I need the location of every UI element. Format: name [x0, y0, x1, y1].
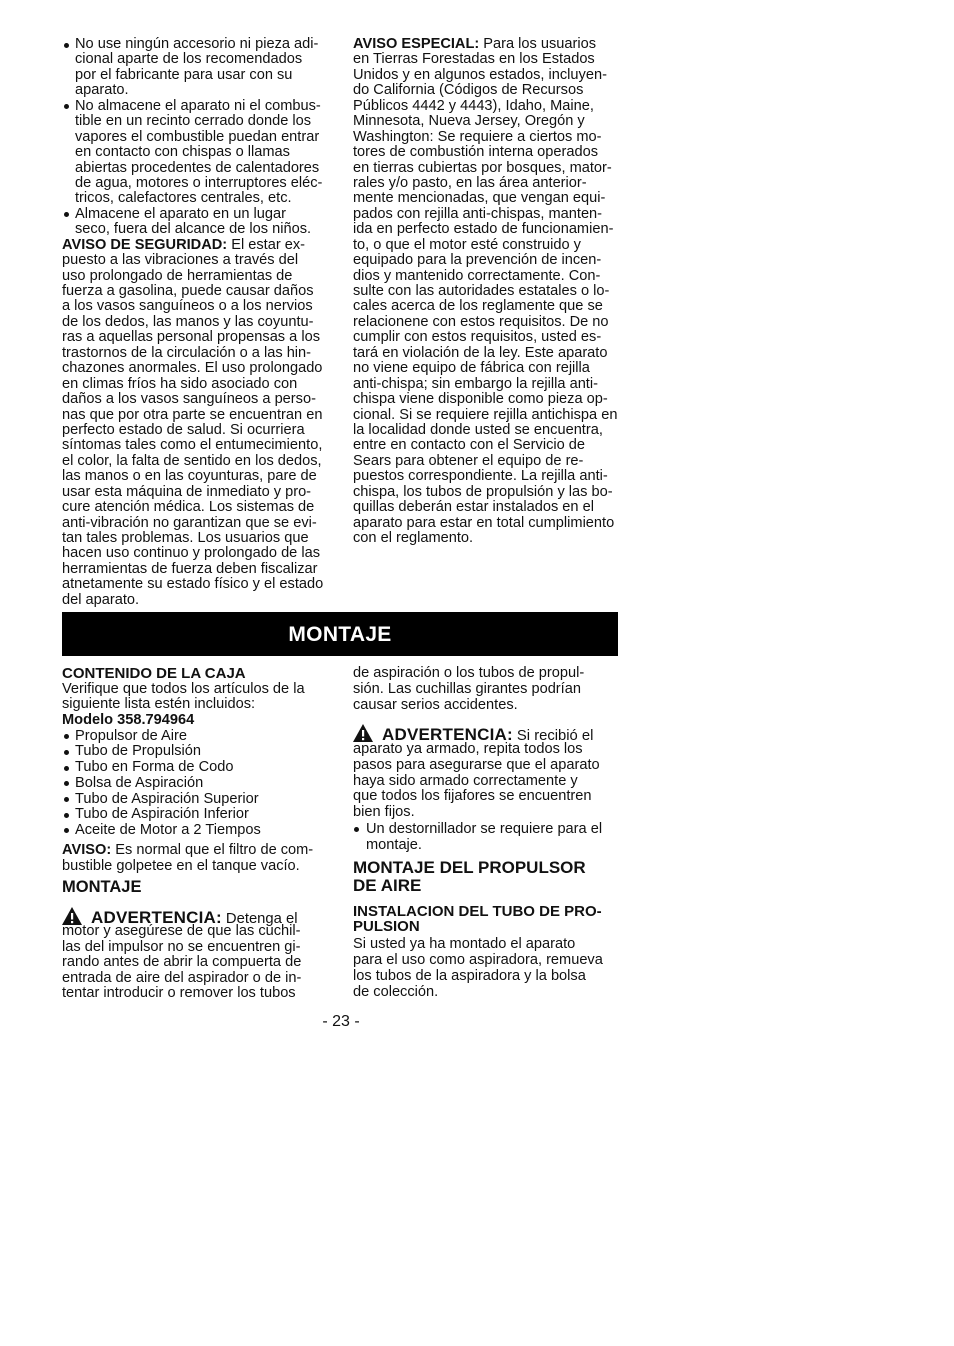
list-item-label: Tubo de Propulsión: [75, 743, 202, 760]
warning-text: Detenga el: [225, 911, 298, 927]
step-heading: [353, 904, 633, 934]
text-line: perfecto estado de salud. Si ocurriera: [62, 421, 305, 438]
special-notice: [353, 37, 633, 546]
warning-text: Si recibió el: [516, 728, 594, 744]
fuel-notice-first-line: [62, 843, 334, 859]
text-line: aparato ya armado, repita todos los: [353, 741, 583, 757]
list-item-line: de agua, motores o interruptores eléc-: [75, 174, 323, 191]
text-line: entrada de aire del aspirador o de in-: [62, 969, 302, 986]
box-contents-heading: CONTENIDO DE LA CAJA: [62, 665, 246, 682]
text-line: chazones anormales. El uso prolongado: [62, 360, 323, 377]
step-paragraph: [353, 937, 633, 1001]
bullet-marker: [64, 734, 69, 739]
safety-notice: [62, 238, 334, 609]
text-line: dios y mantenido correctamente. Con-: [353, 267, 601, 284]
bullet-marker: [64, 43, 69, 48]
bullet-marker: [354, 827, 359, 832]
text-line: puesto a las vibraciones a través del: [62, 252, 299, 269]
list-item-line: vapores el combustible puedan entrar: [75, 128, 320, 145]
box-contents-intro: [62, 682, 334, 713]
text-line: tará en violación de la ley. Este aparato: [353, 344, 608, 361]
text-line: equipado para la prevención de incen-: [353, 252, 602, 269]
bullet-marker: [64, 104, 69, 109]
list-item-label: Tubo de Aspiración Inferior: [75, 806, 249, 823]
bullet-marker: [64, 750, 69, 755]
text-line: tentar introducir o remover los tubos: [62, 985, 296, 1002]
text-line: en Tierras Forestadas en los Estados: [353, 51, 595, 68]
text-line: de colección.: [353, 983, 439, 1000]
text-line: del aparato.: [62, 591, 140, 608]
special-notice-body: [353, 52, 633, 546]
list-item: [62, 807, 334, 823]
text-line: tan tales problemas. Los usuarios que: [62, 530, 309, 546]
list-item: [62, 823, 334, 839]
list-item: [353, 821, 636, 853]
text-line: no viene equipo de fábrica con rejilla: [353, 360, 590, 377]
list-item-text: [75, 99, 334, 207]
text-line: sulte con las autoridades estatales o lo-: [353, 283, 610, 299]
list-item-text: [366, 821, 636, 853]
text-line: trastornos de la circulación o a las hin-: [62, 344, 312, 361]
list-item-text: [75, 207, 334, 238]
bullet-marker: [64, 828, 69, 833]
text-line: cales acerca de los reglamente que se: [353, 298, 603, 315]
text-line: pados con rejilla anti-chispas, manten-: [353, 205, 603, 222]
text-line: anti-vibración no garantizan que se evi-: [62, 514, 317, 531]
special-notice-first-line: [353, 37, 633, 52]
text-line: to, o que el motor esté construido y: [353, 236, 581, 253]
text-line: ida en perfecto estado de funcionamien-: [353, 221, 614, 238]
text-line: Si usted ya ha montado el aparato: [353, 936, 576, 952]
list-item-line: No use ningún accesorio ni pieza adi-: [75, 36, 319, 52]
text-line: Sears para obtener el equipo de re-: [353, 452, 584, 469]
section-subheading: [353, 859, 633, 895]
text-line: en tierras cubiertas por bosques, mator-: [353, 159, 612, 176]
text-line: a los vasos sanguíneos o a los nervios: [62, 298, 313, 315]
list-item-line: seco, fuera del alcance de los niños.: [75, 221, 312, 238]
list-item: [62, 37, 334, 99]
text-line: cional. Si se requiere rejilla antichispa en: [353, 406, 618, 423]
text-line: el color, la falta de sentido en los dedos,: [62, 452, 322, 469]
list-item-line: por el fabricante para usar con su: [75, 66, 293, 83]
text-line: de aspiración o los tubos de propul-: [353, 665, 585, 681]
text-line: cumplir con estos requisitos, usted es-: [353, 329, 602, 346]
list-item-text: [75, 37, 334, 99]
list-item-line: cional aparte de los recomendados: [75, 51, 303, 68]
text-line: rales y/o pasto, en las área anterior-: [353, 174, 587, 191]
text-line: de los dedos, las manos y las coyuntu-: [62, 313, 314, 330]
text-line: motor y asegúrese de que las cuchil-: [62, 923, 301, 940]
text-line: los tubos de la aspiradora y la bolsa: [353, 967, 586, 984]
text-line: hacen uso continuo y prolongado de las: [62, 545, 321, 562]
subheading-line: DE AIRE: [353, 876, 422, 895]
text-line: las del impulsor no se encuentren gi-: [62, 938, 301, 955]
text-line: do California (Códigos de Recursos: [353, 82, 584, 99]
list-item-line: tricos, calefactores centrales, etc.: [75, 190, 292, 207]
list-item: [62, 776, 334, 792]
model-number: Modelo 358.794964: [62, 712, 195, 729]
text-line: daños a los vasos sanguíneos a perso-: [62, 391, 316, 408]
warning-body: [353, 742, 633, 821]
warning-triangle-icon: [62, 907, 82, 925]
list-item-line: abiertas procedentes de calentadores: [75, 159, 320, 176]
text-line: puestos correspondiente. La rejilla anti-: [353, 468, 608, 485]
list-item: [62, 744, 334, 760]
text-line: usar esta máquina de inmediato y pro-: [62, 483, 312, 500]
fuel-notice-text: Es normal que el filtro de com-: [115, 842, 314, 858]
text-line: con el reglamento.: [353, 530, 474, 546]
fuel-notice-label: AVISO:: [62, 842, 112, 858]
bullet-marker: [64, 766, 69, 771]
list-item: [62, 792, 334, 808]
text-line: mente mencionadas, que vengan equi-: [353, 190, 606, 207]
text-line: aparato para estar en total cumplimiento: [353, 514, 615, 531]
text-line: relacionene con estos requisitos. De no: [353, 313, 609, 330]
text-line: bien fijos.: [353, 804, 415, 820]
text-line: la localidad donde usted se encuentra,: [353, 421, 603, 438]
text-line: herramientas de fuerza deben fiscalizar: [62, 560, 318, 577]
text-line: chispa viene disponible como pieza op-: [353, 391, 608, 408]
list-item-label: Propulsor de Aire: [75, 727, 187, 744]
bullet-marker: [64, 813, 69, 818]
list-item-line: en contacto con chispas o llamas: [75, 144, 290, 161]
list-item-label: Tubo de Aspiración Superior: [75, 790, 259, 807]
text-line: siguiente lista estén incluidos:: [62, 696, 256, 713]
list-item: [62, 207, 334, 238]
text-line: tores de combustión interna operados: [353, 144, 599, 161]
text-line: atnetamente su estado físico y el estado: [62, 576, 324, 593]
bullet-marker: [64, 212, 69, 217]
special-notice-label: AVISO ESPECIAL:: [353, 36, 480, 52]
right-top-column: [353, 37, 633, 546]
safety-notice-first-line: [62, 238, 334, 253]
safety-notice-label: AVISO DE SEGURIDAD:: [62, 236, 228, 253]
list-item-line: No almacene el aparato ni el combus-: [75, 97, 321, 114]
step-heading-line: INSTALACION DEL TUBO DE PRO-: [353, 902, 602, 920]
text-line: Verifique que todos los artículos de la: [62, 680, 305, 697]
list-item-line: aparato.: [75, 82, 129, 99]
assembly-heading: MONTAJE: [62, 878, 142, 896]
list-item-line: Un destornillador se requiere para el: [366, 821, 603, 837]
text-line: quillas deberán estar instalados en el: [353, 499, 594, 516]
text-line: chispa, los tubos de propulsión y las bo-: [353, 483, 613, 500]
step-heading-line: PULSION: [353, 917, 420, 935]
list-item-label: Tubo en Forma de Codo: [75, 759, 234, 776]
list-item-line: Almacene el aparato en un lugar: [75, 205, 286, 222]
list-item-line: montaje.: [366, 837, 422, 853]
bullet-marker: [64, 797, 69, 802]
fuel-notice-body: [62, 859, 334, 875]
text-line: sión. Las cuchillas girantes podrían: [353, 680, 581, 697]
list-item: [62, 99, 334, 207]
warning-triangle-icon: [353, 724, 373, 742]
list-item: [62, 729, 334, 745]
text-line: cure atención médica. Los sistemas de: [62, 499, 315, 516]
page-number: - 23 -: [322, 1013, 360, 1030]
text-line: Unidos y en algunos estados, incluyen-: [353, 66, 607, 83]
text-line: fuerza a gasolina, puede causar daños: [62, 283, 314, 299]
subheading-line: MONTAJE DEL PROPULSOR: [353, 858, 586, 877]
text-line: para el uso como aspiradora, remueva: [353, 951, 603, 968]
text-line: que todos los fijafores se encuentren: [353, 788, 592, 805]
text-line: en climas fríos ha sido asociado con: [62, 375, 298, 392]
text-line: pasos para asegurarse que el aparato: [353, 756, 600, 773]
list-item-line: tible en un recinto cerrado donde los: [75, 113, 312, 130]
list-item-label: Bolsa de Aspiración: [75, 774, 204, 791]
fuel-notice: [62, 843, 334, 874]
safety-notice-body: [62, 253, 334, 608]
text-line: bustible golpetee en el tanque vacío.: [62, 857, 300, 874]
section-banner: MONTAJE: [62, 612, 618, 656]
safety-notice-text: El estar ex-: [231, 236, 306, 253]
box-contents-list: [62, 729, 334, 839]
text-line: ras a aquellas personal propensas a los: [62, 329, 320, 346]
text-line: Públicos 4442 y 4443), Idaho, Maine,: [353, 97, 594, 114]
bullet-marker: [64, 781, 69, 786]
text-line: nas que por otra parte se encuentran en: [62, 406, 323, 423]
text-line: Minnesota, Nueva Jersey, Oregón y: [353, 113, 585, 130]
text-line: haya sido armado correctamente y: [353, 772, 578, 789]
text-line: las manos o en las coyunturas, pare de: [62, 468, 317, 485]
list-item-label: Aceite de Motor a 2 Tiempos: [75, 821, 261, 838]
text-line: causar serios accidentes.: [353, 696, 518, 713]
left-top-column: [62, 37, 334, 608]
text-line: uso prolongado de herramientas de: [62, 267, 293, 284]
warning-label: ADVERTENCIA:: [91, 908, 222, 927]
warning-body: [62, 924, 334, 1002]
text-line: anti-chispa; sin embargo la rejilla anti-: [353, 375, 598, 392]
text-line: rando antes de abrir la compuerta de: [62, 954, 302, 971]
text-line: entre en contacto con el Servicio de: [353, 437, 586, 454]
list-item: [62, 760, 334, 776]
continued-text: [353, 666, 633, 713]
special-notice-text: Para los usuarios: [483, 36, 597, 52]
warning-label: ADVERTENCIA:: [382, 725, 513, 744]
box-contents-section: [62, 666, 334, 839]
text-line: Washington: Se requiere a ciertos mo-: [353, 128, 602, 145]
text-line: síntomas tales como el entumecimiento,: [62, 437, 323, 454]
